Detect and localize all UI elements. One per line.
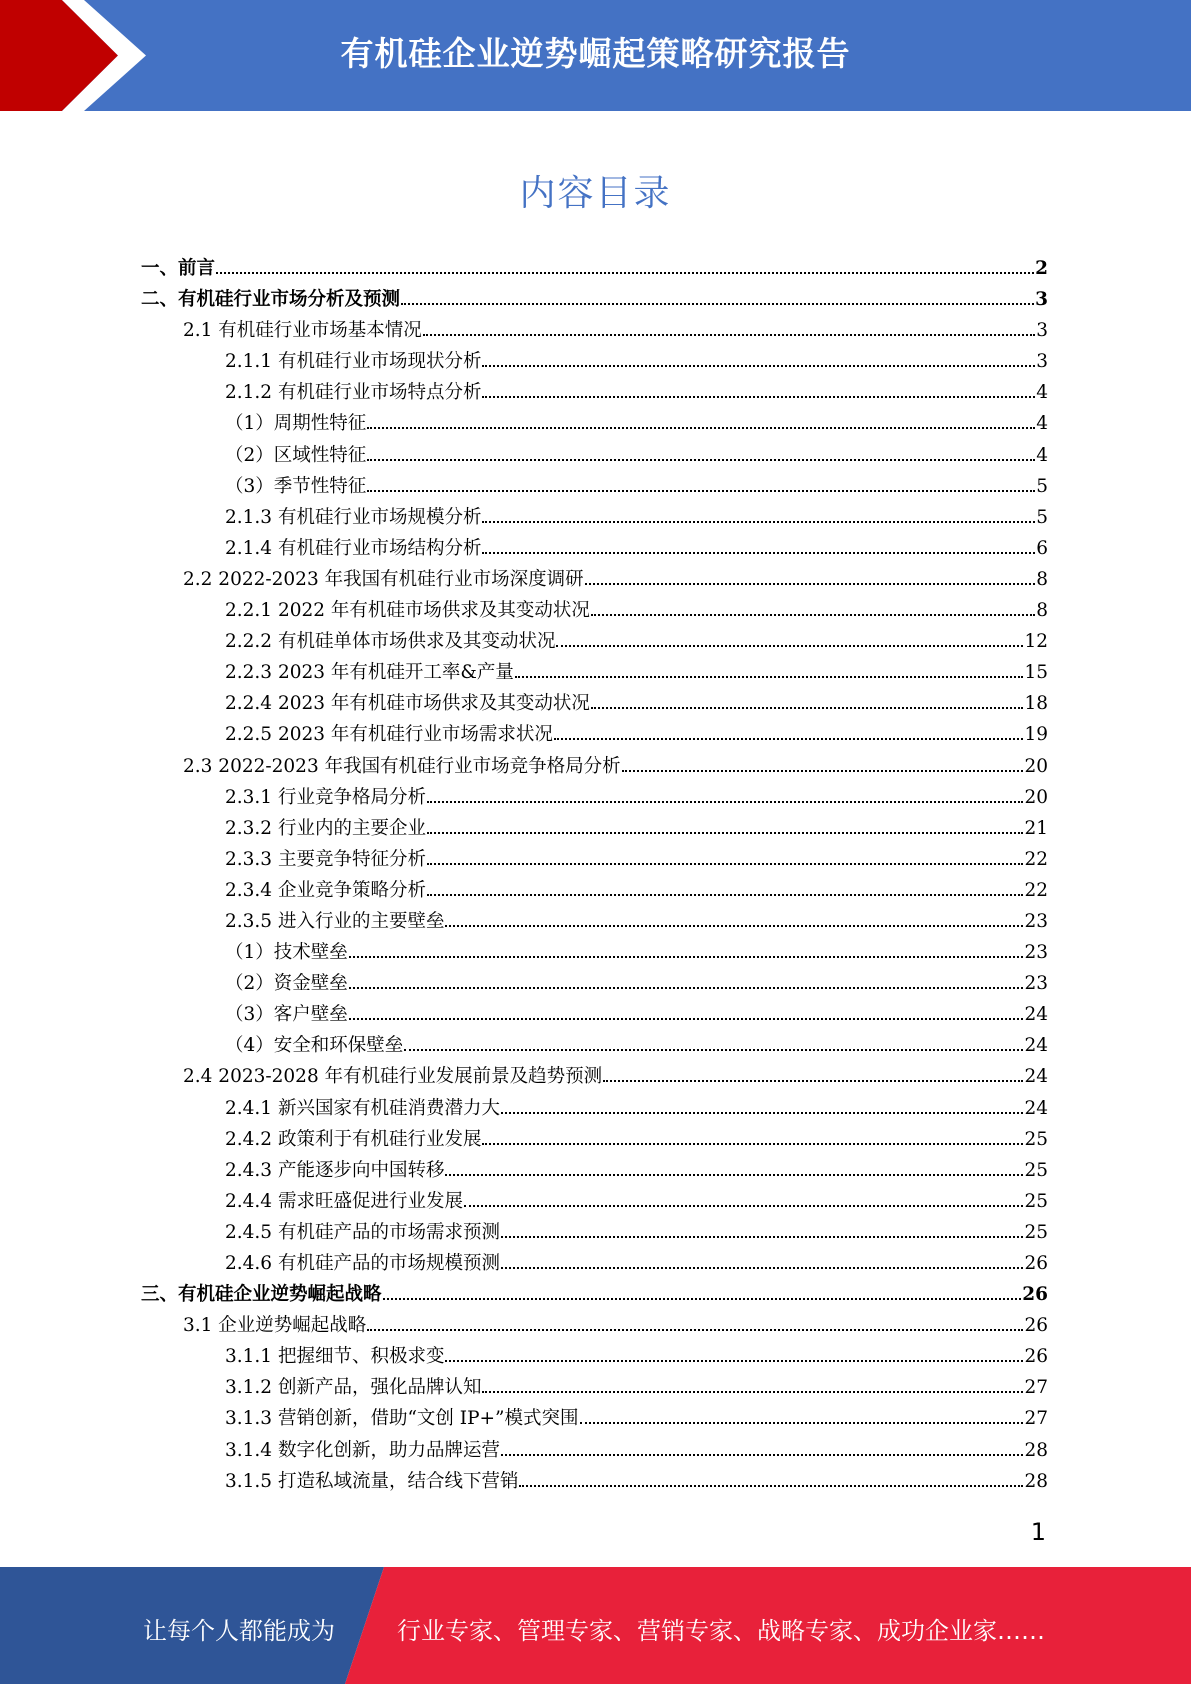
toc-entry-page-number: 8 [1036, 600, 1048, 622]
toc-entry-title: （1）技术壁垒 [225, 942, 348, 964]
toc-entry-page-number: 21 [1024, 817, 1048, 839]
toc-entry-page-number: 23 [1024, 942, 1048, 964]
toc-entry-title: （3）客户壁垒 [225, 1004, 348, 1026]
toc-entry-title: 2.2.1 2022 年有机硅市场供求及其变动状况 [225, 600, 590, 622]
toc-entry-page-number: 27 [1024, 1408, 1048, 1430]
toc-entry-page-number: 26 [1022, 1284, 1048, 1306]
toc-entry-title: 2.3 2022-2023 年我国有机硅行业市场竞争格局分析 [183, 755, 621, 777]
toc-entry-title: 2.3.2 行业内的主要企业 [225, 817, 426, 839]
toc-entry[interactable] [141, 502, 1048, 533]
toc-entry[interactable] [141, 471, 1048, 502]
dot-leader [622, 758, 1024, 772]
dot-leader [482, 540, 1035, 554]
toc-entry[interactable] [141, 1279, 1048, 1310]
page-number: 1 [1030, 1518, 1046, 1546]
toc-entry-title: 2.4 2023-2028 年有机硅行业发展前景及趋势预测 [183, 1066, 603, 1088]
dot-leader [367, 1317, 1023, 1331]
toc-entry[interactable] [141, 346, 1048, 377]
toc-entry-page-number: 24 [1024, 1097, 1048, 1119]
toc-entry-title: （3）季节性特征 [225, 475, 367, 497]
toc-entry-page-number: 25 [1024, 1159, 1048, 1181]
dot-leader [216, 260, 1034, 274]
toc-entry-title: 2.4.4 需求旺盛促进行业发展 [225, 1190, 463, 1212]
dot-leader [501, 1224, 1023, 1238]
toc-entry-title: 2.4.3 产能逐步向中国转移 [225, 1159, 445, 1181]
toc-entry-title: 2.1 有机硅行业市场基本情况 [183, 320, 422, 342]
toc-entry[interactable] [141, 906, 1048, 937]
toc-entry[interactable] [141, 1403, 1048, 1434]
toc-entry-page-number: 18 [1024, 693, 1048, 715]
dot-leader [501, 1255, 1023, 1269]
dot-leader [482, 353, 1035, 367]
toc-entry-title: 2.3.5 进入行业的主要壁垒 [225, 910, 445, 932]
toc-entry-title: （4）安全和环保壁垒 [225, 1035, 404, 1057]
dot-leader [423, 322, 1035, 336]
dot-leader [519, 1473, 1023, 1487]
toc-entry-page-number: 25 [1024, 1190, 1048, 1212]
table-of-contents [141, 253, 1048, 1497]
toc-entry-page-number: 4 [1036, 444, 1048, 466]
toc-entry-page-number: 12 [1024, 631, 1048, 653]
toc-entry[interactable] [141, 284, 1048, 315]
dot-leader [383, 1286, 1022, 1300]
toc-entry-title: 2.4.5 有机硅产品的市场需求预测 [225, 1221, 500, 1243]
toc-entry[interactable] [141, 968, 1048, 999]
toc-entry[interactable] [141, 688, 1048, 719]
toc-entry-page-number: 28 [1024, 1470, 1048, 1492]
dot-leader [591, 602, 1035, 616]
dot-leader [401, 291, 1034, 305]
dot-leader [603, 1068, 1023, 1082]
toc-entry-title: 3.1.3 营销创新，借助“文创 IP+”模式突围 [225, 1408, 579, 1430]
toc-entry-title: （2）资金壁垒 [225, 973, 348, 995]
toc-entry-page-number: 25 [1024, 1128, 1048, 1150]
toc-entry-page-number: 24 [1024, 1004, 1048, 1026]
toc-entry-title: 2.4.6 有机硅产品的市场规模预测 [225, 1253, 500, 1274]
toc-entry[interactable] [141, 719, 1048, 750]
dot-leader [591, 695, 1024, 709]
toc-entry-title: 三、有机硅企业逆势崛起战略 [141, 1284, 382, 1306]
dot-leader [445, 1348, 1023, 1362]
toc-entry-title: 2.2.5 2023 年有机硅行业市场需求状况 [225, 724, 553, 746]
toc-entry[interactable] [141, 253, 1048, 284]
toc-entry-page-number: 15 [1024, 662, 1048, 684]
footer-slogan-left: 让每个人都能成为 [143, 1617, 335, 1645]
toc-entry[interactable] [141, 751, 1048, 782]
toc-entry-page-number: 8 [1036, 568, 1048, 590]
toc-entry-title: 一、前言 [141, 258, 216, 279]
toc-entry-page-number: 26 [1024, 1253, 1048, 1274]
toc-entry-page-number: 23 [1024, 973, 1048, 995]
dot-leader [427, 882, 1023, 896]
toc-entry-title: 2.4.1 新兴国家有机硅消费潜力大 [225, 1097, 500, 1119]
toc-entry-page-number: 5 [1036, 475, 1048, 497]
toc-entry[interactable] [141, 1310, 1048, 1341]
toc-entry-title: 3.1.5 打造私域流量，结合线下营销 [225, 1470, 519, 1492]
toc-entry-title: 3.1.2 创新产品，强化品牌认知 [225, 1377, 482, 1399]
toc-entry[interactable] [141, 1372, 1048, 1403]
toc-entry-page-number: 26 [1024, 1315, 1048, 1337]
toc-entry-title: 2.2.3 2023 年有机硅开工率&产量 [225, 662, 514, 684]
toc-entry[interactable] [141, 626, 1048, 657]
toc-entry-title: 2.3.3 主要竞争特征分析 [225, 848, 426, 870]
dot-leader [349, 1006, 1024, 1020]
toc-entry-page-number: 3 [1035, 289, 1048, 311]
toc-entry[interactable] [141, 315, 1048, 346]
toc-entry-title: 2.3.1 行业竞争格局分析 [225, 786, 426, 808]
toc-entry[interactable] [141, 377, 1048, 408]
toc-entry-page-number: 19 [1024, 724, 1048, 746]
toc-entry[interactable] [141, 1124, 1048, 1155]
toc-entry[interactable] [141, 1435, 1048, 1466]
dot-leader [482, 1379, 1023, 1393]
dot-leader [556, 633, 1023, 647]
dot-leader [427, 851, 1023, 865]
dot-leader [445, 913, 1023, 927]
dot-leader [554, 726, 1024, 740]
dot-leader [445, 1162, 1023, 1176]
toc-entry[interactable] [141, 1466, 1048, 1497]
toc-entry-page-number: 3 [1036, 320, 1048, 342]
dot-leader [367, 478, 1035, 492]
toc-entry-title: 2.4.2 政策利于有机硅行业发展 [225, 1128, 482, 1150]
toc-entry[interactable] [141, 533, 1048, 564]
toc-entry-page-number: 4 [1036, 382, 1048, 404]
dot-leader [404, 1037, 1023, 1051]
toc-entry-page-number: 22 [1024, 848, 1048, 870]
toc-entry-page-number: 3 [1036, 351, 1048, 373]
toc-entry-page-number: 22 [1024, 879, 1048, 901]
report-title: 有机硅企业逆势崛起策略研究报告 [340, 34, 851, 73]
dot-leader [464, 1193, 1023, 1207]
toc-entry[interactable] [141, 782, 1048, 813]
toc-entry-page-number: 26 [1024, 1346, 1048, 1368]
dot-leader [349, 975, 1024, 989]
toc-entry[interactable] [141, 844, 1048, 875]
toc-entry-page-number: 4 [1036, 413, 1048, 435]
toc-entry[interactable] [141, 1217, 1048, 1248]
toc-entry[interactable] [141, 999, 1048, 1030]
toc-entry-page-number: 5 [1036, 506, 1048, 528]
toc-entry-title: 3.1.4 数字化创新，助力品牌运营 [225, 1439, 500, 1461]
toc-entry-title: （1）周期性特征 [225, 413, 367, 435]
toc-entry[interactable] [141, 1186, 1048, 1217]
dot-leader [427, 820, 1023, 834]
toc-entry-page-number: 20 [1024, 755, 1048, 777]
toc-entry-page-number: 27 [1024, 1377, 1048, 1399]
toc-entry-page-number: 20 [1024, 786, 1048, 808]
dot-leader [482, 509, 1035, 523]
toc-entry[interactable] [141, 408, 1048, 439]
toc-entry-title: 2.2 2022-2023 年我国有机硅行业市场深度调研 [183, 568, 584, 590]
dot-leader [427, 789, 1023, 803]
toc-entry-title: 2.2.2 有机硅单体市场供求及其变动状况 [225, 631, 556, 653]
toc-entry[interactable] [141, 1093, 1048, 1124]
toc-entry-page-number: 25 [1024, 1221, 1048, 1243]
toc-entry[interactable] [141, 1248, 1048, 1279]
footer-banner [0, 1567, 1191, 1684]
toc-entry-title: 二、有机硅行业市场分析及预测 [141, 289, 401, 311]
dot-leader [367, 447, 1035, 461]
dot-leader [349, 944, 1024, 958]
toc-entry-title: 3.1.1 把握细节、积极求变 [225, 1346, 445, 1368]
toc-entry[interactable] [141, 440, 1048, 471]
toc-entry[interactable] [141, 1061, 1048, 1092]
footer-slogan-right: 行业专家、管理专家、营销专家、战略专家、成功企业家…… [397, 1617, 1045, 1645]
toc-entry-title: 2.3.4 企业竞争策略分析 [225, 879, 426, 901]
toc-entry-title: 2.2.4 2023 年有机硅市场供求及其变动状况 [225, 693, 590, 715]
toc-entry-page-number: 24 [1024, 1066, 1048, 1088]
toc-entry[interactable] [141, 657, 1048, 688]
dot-leader [585, 571, 1036, 585]
dot-leader [501, 1442, 1023, 1456]
toc-entry-title: 2.1.2 有机硅行业市场特点分析 [225, 382, 482, 404]
toc-entry[interactable] [141, 564, 1048, 595]
toc-entry-title: 3.1 企业逆势崛起战略 [183, 1315, 367, 1337]
toc-entry[interactable] [141, 875, 1048, 906]
toc-entry-page-number: 23 [1024, 910, 1048, 932]
toc-entry[interactable] [141, 1341, 1048, 1372]
toc-entry-page-number: 28 [1024, 1439, 1048, 1461]
toc-entry-title: 2.1.1 有机硅行业市场现状分析 [225, 351, 482, 373]
dot-leader [482, 1131, 1023, 1145]
toc-entry[interactable] [141, 1155, 1048, 1186]
toc-entry-page-number: 6 [1036, 537, 1048, 559]
dot-leader [482, 384, 1035, 398]
dot-leader [515, 664, 1024, 678]
dot-leader [367, 415, 1035, 429]
dot-leader [580, 1410, 1024, 1424]
toc-entry[interactable] [141, 1030, 1048, 1061]
header-banner [0, 0, 1191, 111]
toc-entry-title: 2.1.4 有机硅行业市场结构分析 [225, 537, 482, 559]
toc-title: 内容目录 [519, 173, 672, 214]
toc-entry[interactable] [141, 937, 1048, 968]
dot-leader [501, 1100, 1023, 1114]
toc-entry-page-number: 2 [1035, 258, 1048, 279]
toc-entry[interactable] [141, 813, 1048, 844]
toc-entry-title: （2）区域性特征 [225, 444, 367, 466]
toc-entry[interactable] [141, 595, 1048, 626]
toc-entry-title: 2.1.3 有机硅行业市场规模分析 [225, 506, 482, 528]
toc-entry-page-number: 24 [1024, 1035, 1048, 1057]
